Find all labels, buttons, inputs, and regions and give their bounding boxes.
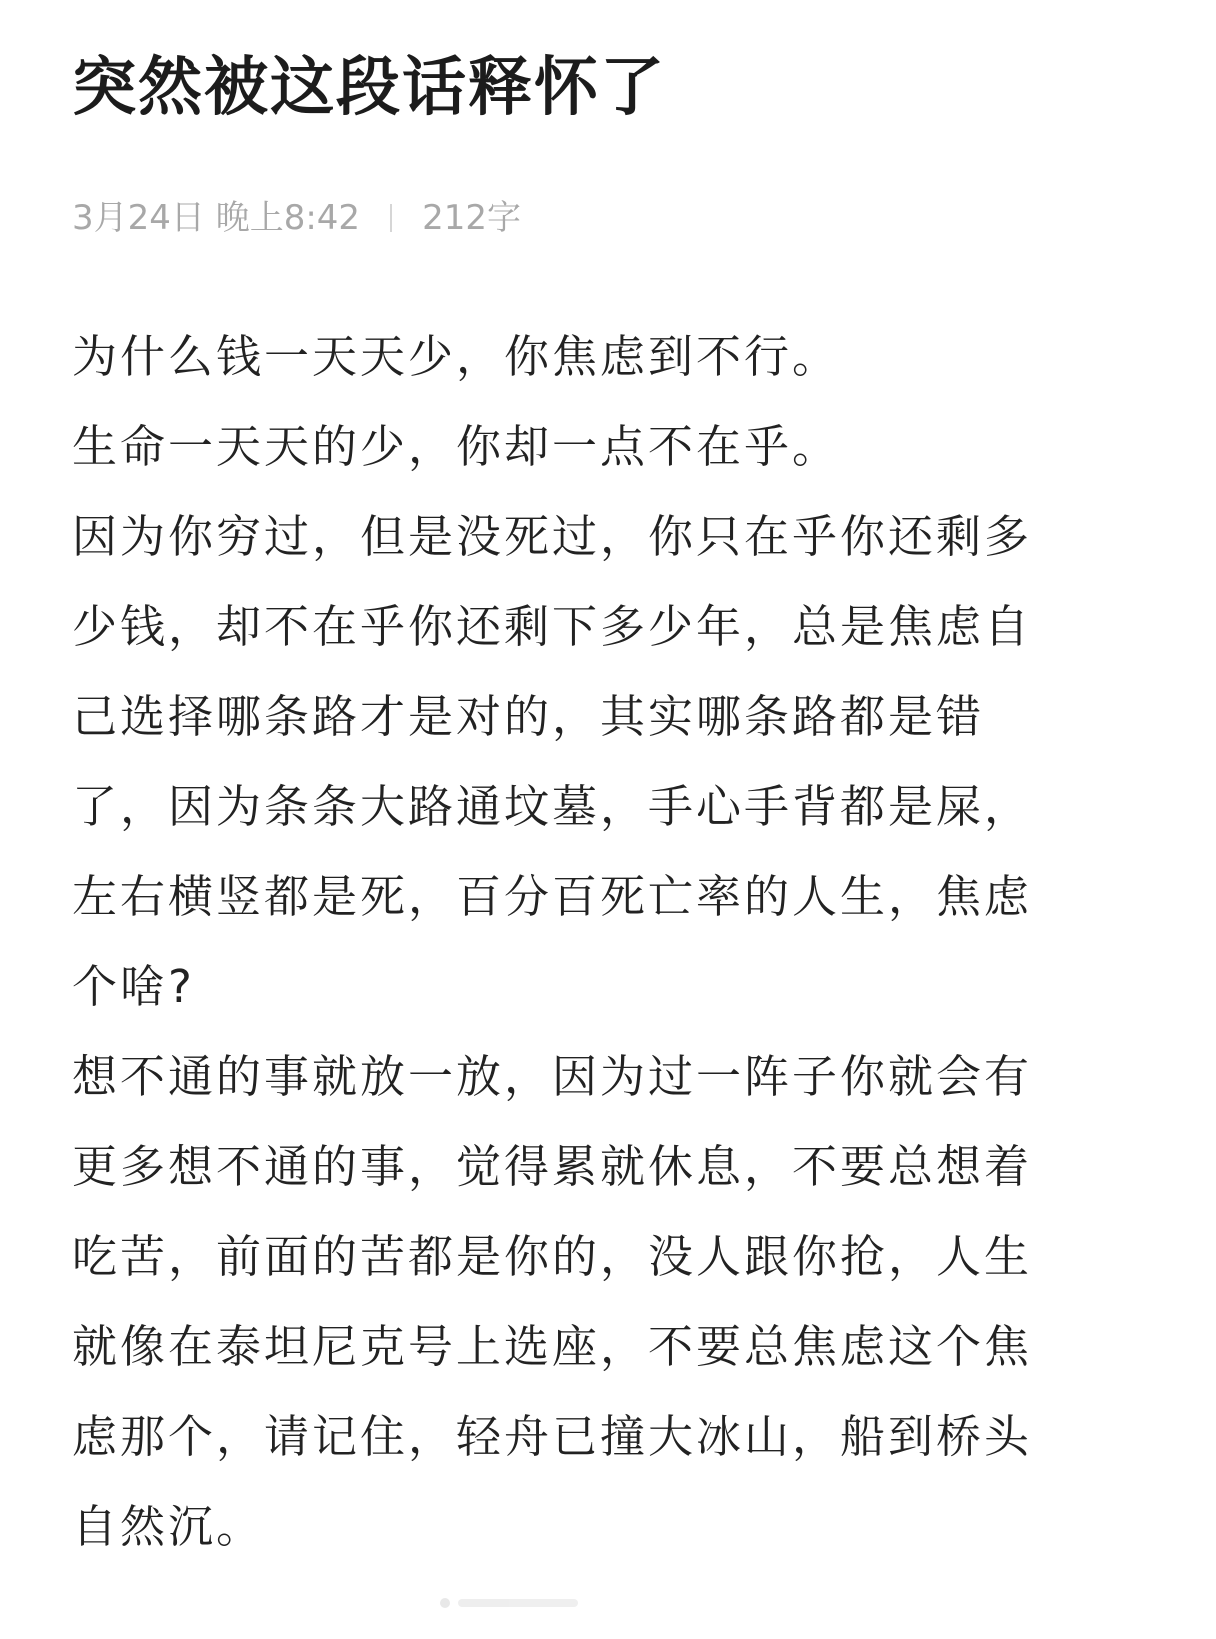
note-meta (72, 196, 1162, 240)
note-paragraph-3: 因为你穷过，但是没死过，你只在乎你还剩多少钱，却不在乎你还剩下多少年，总是焦虑自己选择哪条路才是对的，其实哪条路都是错了，因为条条大路通坟墓，手心手背都是屎，左右横竖都是死，百分百死亡率的人生，焦虑个啥? (72, 510, 1033, 1013)
note-date: 3月24日 晚上8:42 (72, 198, 361, 238)
note-word-count: 212字 (422, 198, 521, 238)
note-paragraph-1: 为什么钱一天天少，你焦虑到不行。 (72, 330, 841, 383)
meta-divider (390, 204, 392, 232)
note-container (72, 40, 1162, 1572)
note-paragraph-2: 生命一天天的少，你却一点不在乎。 (72, 420, 841, 473)
watermark (440, 1598, 578, 1608)
note-body[interactable] (72, 312, 1162, 1572)
watermark-dot-icon (440, 1598, 450, 1608)
note-title: 突然被这段话释怀了 (72, 51, 666, 125)
watermark-bar (458, 1599, 578, 1607)
note-paragraph-4: 想不通的事就放一放，因为过一阵子你就会有更多想不通的事，觉得累就休息，不要总想着吃苦，前面的苦都是你的，没人跟你抢，人生就像在泰坦尼克号上选座，不要总焦虑这个焦虑那个，请记住，轻舟已撞大冰山，船到桥头自然沉。 (72, 1050, 1033, 1553)
